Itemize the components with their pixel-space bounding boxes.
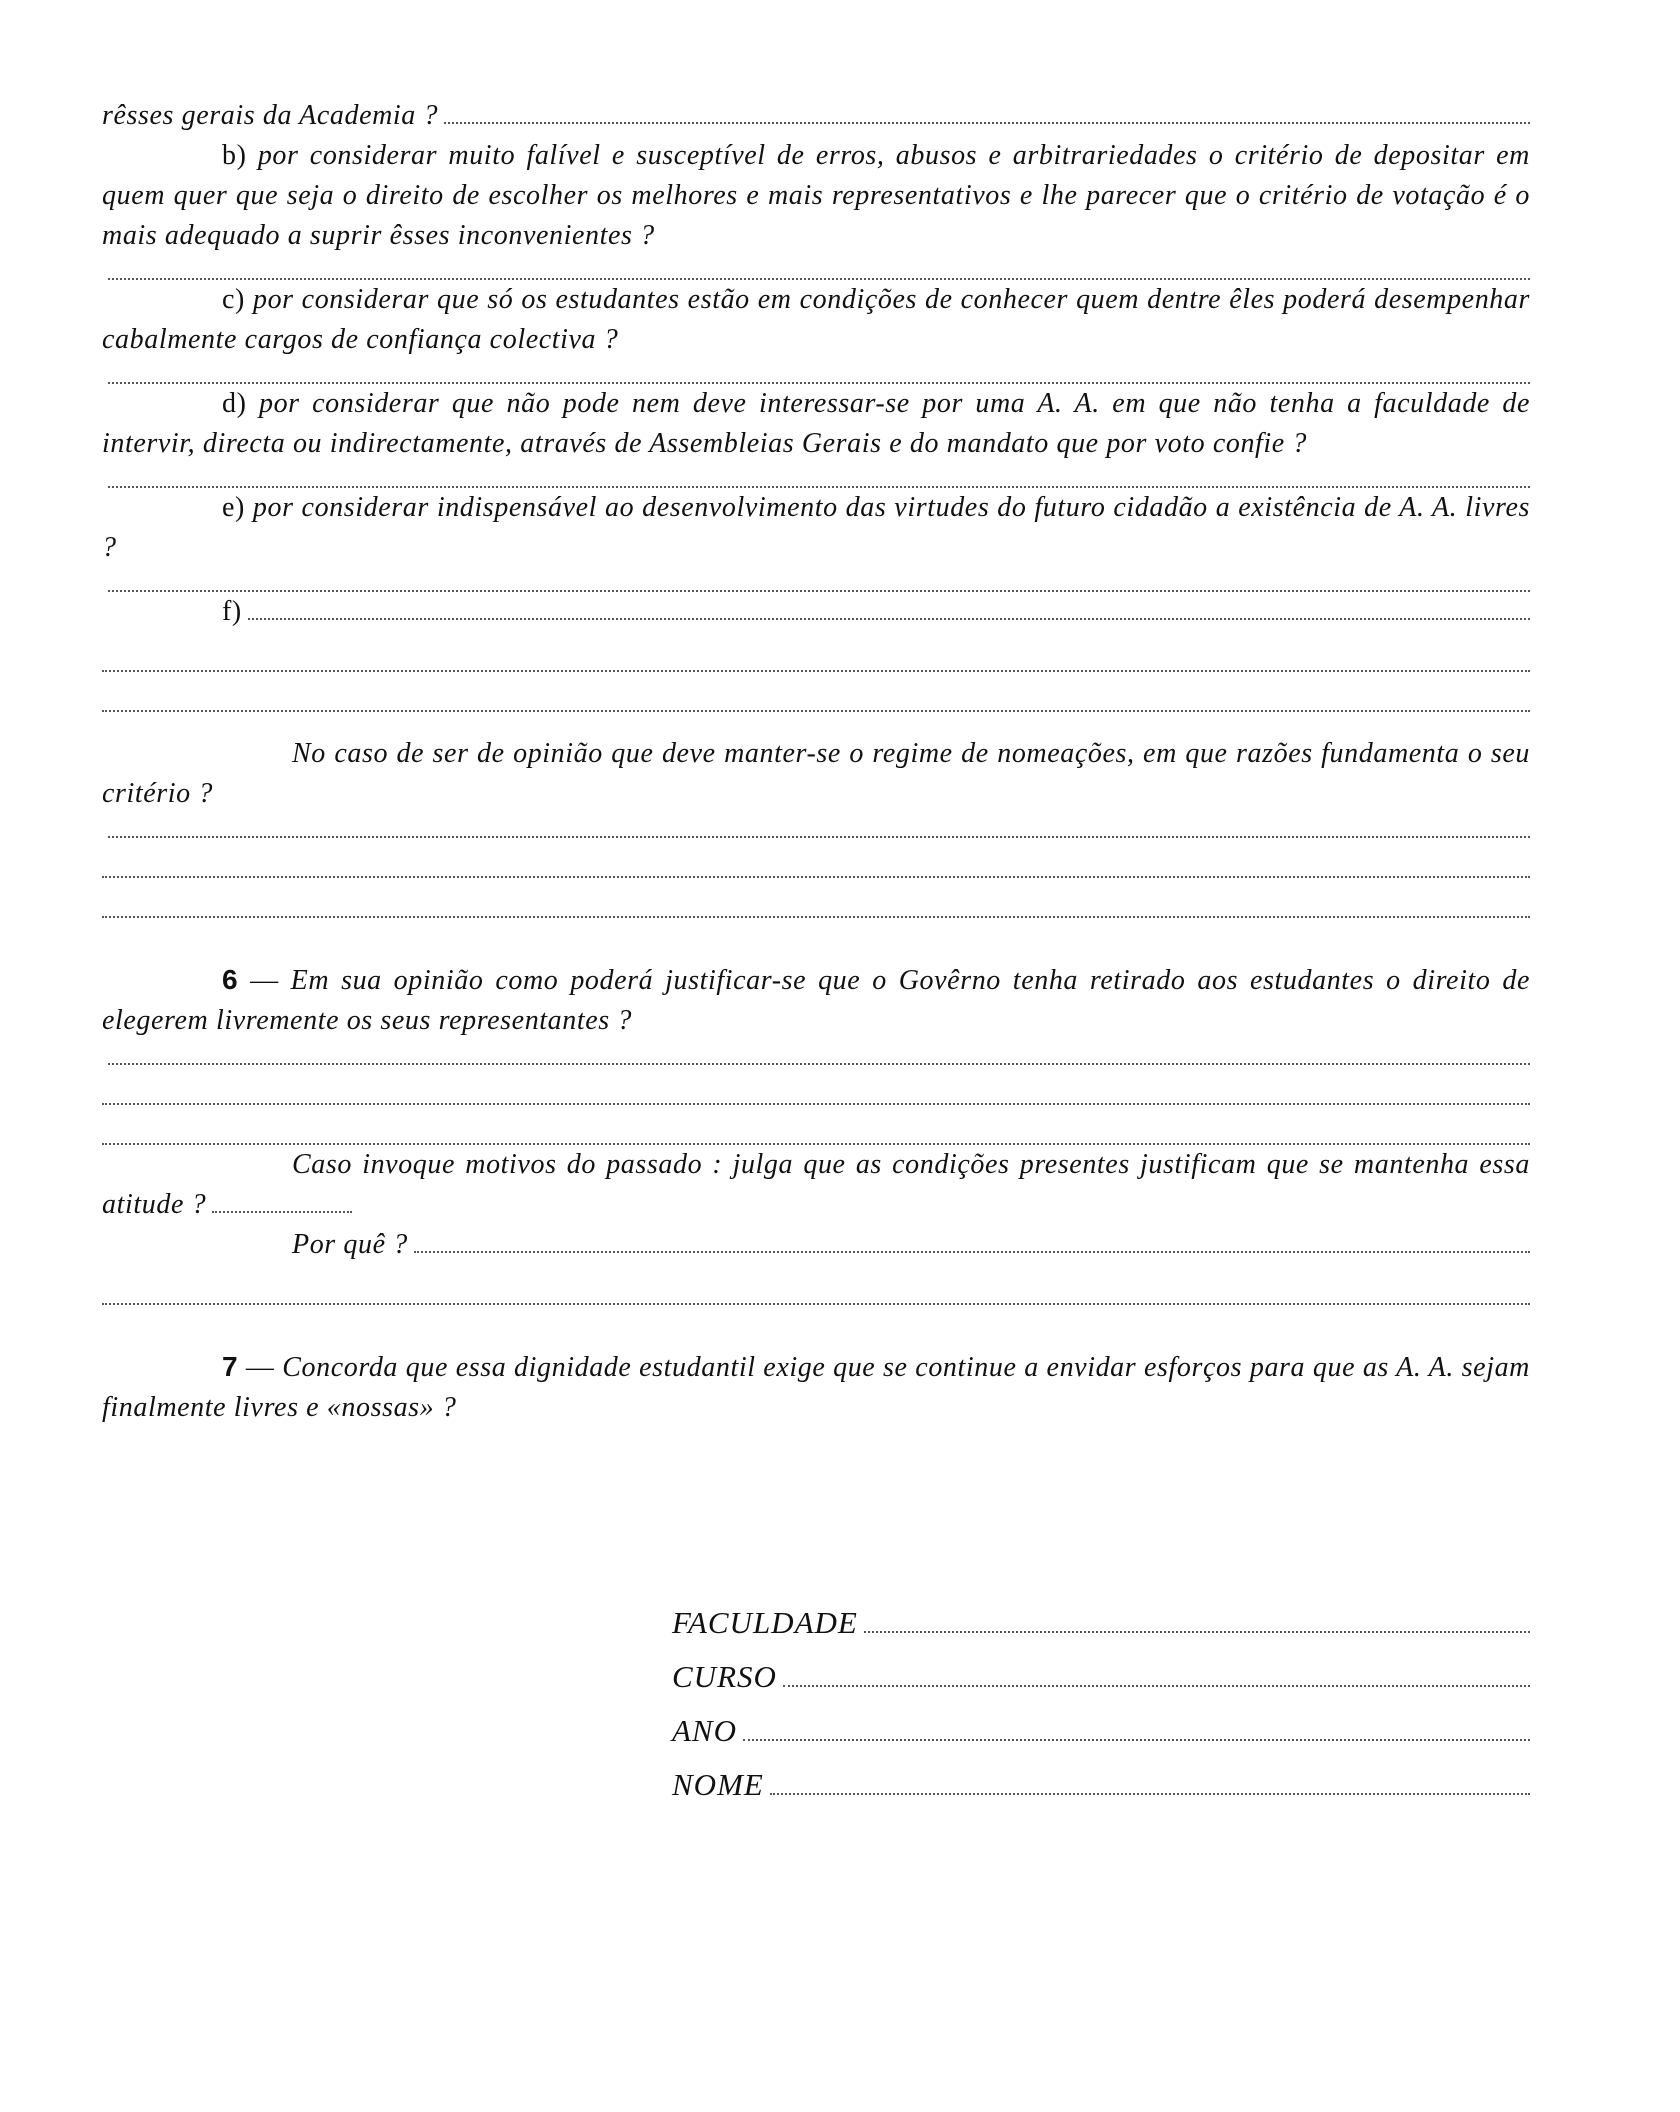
question-6 bbox=[102, 960, 1530, 1145]
respondent-info bbox=[672, 1596, 1530, 1812]
question-7-dash: — bbox=[245, 1352, 275, 1383]
curso-row bbox=[672, 1650, 1530, 1704]
faculdade-row bbox=[672, 1596, 1530, 1650]
question-6-dash: — bbox=[250, 965, 279, 996]
questionnaire-body bbox=[102, 96, 1530, 1428]
item-f bbox=[102, 592, 1530, 712]
question-6-number: 6 bbox=[222, 964, 239, 995]
item-c-label: c) bbox=[222, 284, 245, 315]
nomeacoes-extra-line-1[interactable] bbox=[102, 838, 1530, 878]
why-extra-line[interactable] bbox=[102, 1265, 1530, 1305]
question-6-extra-line-1[interactable] bbox=[102, 1065, 1530, 1105]
why-extra bbox=[102, 1265, 1530, 1305]
item-f-answer-line[interactable] bbox=[248, 596, 1530, 620]
question-6-answer-row bbox=[102, 1041, 1530, 1065]
ano-field[interactable] bbox=[743, 1717, 1530, 1741]
item-d-answer-line[interactable] bbox=[108, 464, 1530, 488]
item-d bbox=[102, 384, 1530, 488]
item-e-text: por considerar indispensável ao desenvolvimento das virtudes do futuro cidadão a existência de A. A. livres ? bbox=[102, 492, 1530, 563]
intro-text: rêsses gerais da Academia ? bbox=[102, 100, 439, 131]
intro-line bbox=[102, 96, 1530, 136]
why-label: Por quê ? bbox=[292, 1229, 408, 1260]
item-b-text: por considerar muito falível e susceptível de erros, abusos e arbitrariedades o critério de depositar em quem quer que seja o direito de escolher os melhores e mais representativos e lhe parecer que o critério de votação é o mais adequado a suprir êsses inconvenientes ? bbox=[102, 140, 1530, 251]
question-7-text: Concorda que essa dignidade estudantil exige que se continue a envidar esforços para que as A. A. sejam finalmente livres e «nossas» ? bbox=[102, 1352, 1530, 1423]
why-answer-line[interactable] bbox=[414, 1229, 1530, 1253]
question-6-extra-line-2[interactable] bbox=[102, 1105, 1530, 1145]
nomeacoes-answer-row bbox=[102, 814, 1530, 838]
item-e-answer-line[interactable] bbox=[108, 568, 1530, 592]
faculdade-label: FACULDADE bbox=[672, 1605, 858, 1640]
item-f-row bbox=[102, 592, 1530, 632]
question-6-follow-up bbox=[102, 1145, 1530, 1225]
item-d-text: por considerar que não pode nem deve interessar-se por uma A. A. em que não tenha a faculdade de intervir, directa ou indirectamente, através de Assembleias Gerais e do mandato que por voto confie ? bbox=[102, 388, 1530, 459]
faculdade-field[interactable] bbox=[864, 1609, 1530, 1633]
item-f-label: f) bbox=[222, 596, 242, 627]
question-7-number: 7 bbox=[222, 1351, 239, 1382]
question-7 bbox=[102, 1347, 1530, 1428]
follow-up-answer-line[interactable] bbox=[212, 1189, 352, 1213]
ano-label: ANO bbox=[672, 1713, 737, 1748]
intro-answer-line[interactable] bbox=[444, 100, 1530, 124]
item-e-label: e) bbox=[222, 492, 245, 523]
curso-label: CURSO bbox=[672, 1659, 777, 1694]
item-b bbox=[102, 136, 1530, 280]
nomeacoes-extra-line-2[interactable] bbox=[102, 878, 1530, 918]
nomeacoes-text: No caso de ser de opinião que deve manter-se o regime de nomeações, em que razões fundamenta o seu critério ? bbox=[102, 738, 1530, 809]
item-c-answer-line[interactable] bbox=[108, 360, 1530, 384]
curso-field[interactable] bbox=[783, 1663, 1530, 1687]
item-c-answer-row bbox=[102, 360, 1530, 384]
item-b-label: b) bbox=[222, 140, 247, 171]
item-d-label: d) bbox=[222, 388, 247, 419]
nomeacoes-answer-line[interactable] bbox=[108, 814, 1530, 838]
item-e-answer-row bbox=[102, 568, 1530, 592]
item-f-extra-line-2[interactable] bbox=[102, 672, 1530, 712]
nome-row bbox=[672, 1758, 1530, 1812]
item-c-text: por considerar que só os estudantes estão em condições de conhecer quem dentre êles poderá desempenhar cabalmente cargos de confiança colectiva ? bbox=[102, 284, 1530, 355]
ano-row bbox=[672, 1704, 1530, 1758]
question-6-answer-line[interactable] bbox=[108, 1041, 1530, 1065]
item-c bbox=[102, 280, 1530, 384]
item-d-answer-row bbox=[102, 464, 1530, 488]
why-row bbox=[102, 1225, 1530, 1265]
nome-field[interactable] bbox=[770, 1771, 1530, 1795]
follow-up-text: Caso invoque motivos do passado : julga que as condições presentes justificam que se mantenha essa atitude ? bbox=[102, 1149, 1530, 1220]
item-b-answer-row bbox=[102, 256, 1530, 280]
item-f-extra-line-1[interactable] bbox=[102, 632, 1530, 672]
nomeacoes-question bbox=[102, 734, 1530, 918]
item-b-answer-line[interactable] bbox=[108, 256, 1530, 280]
nome-label: NOME bbox=[672, 1767, 764, 1802]
question-6-text: Em sua opinião como poderá justificar-se que o Govêrno tenha retirado aos estudantes o direito de elegerem livremente os seus representantes ? bbox=[102, 965, 1530, 1036]
item-e bbox=[102, 488, 1530, 592]
